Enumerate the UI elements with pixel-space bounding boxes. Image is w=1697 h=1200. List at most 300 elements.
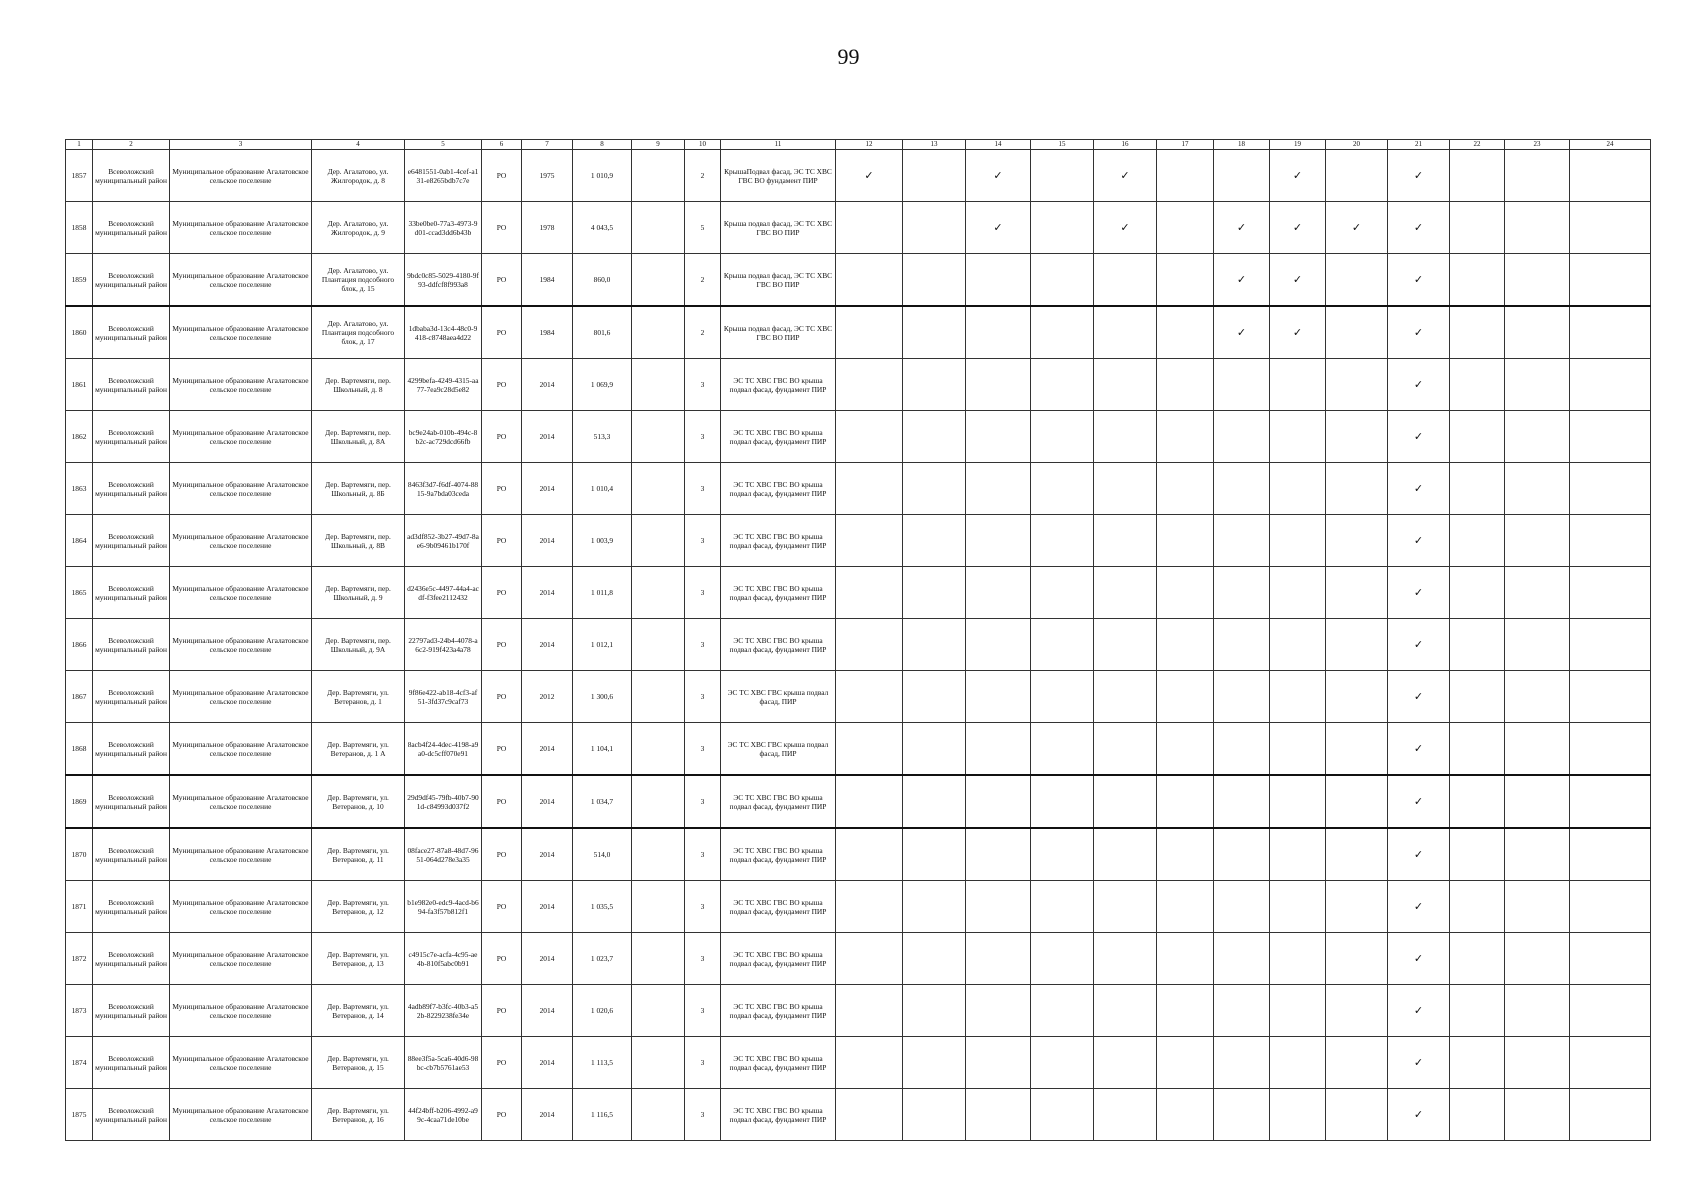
column-10-cell: 3	[685, 1037, 721, 1089]
column-number: 16	[1094, 140, 1157, 150]
work-column-12-cell	[836, 254, 903, 307]
work-column-12-cell	[836, 1089, 903, 1141]
work-column-18-cell	[1214, 150, 1270, 202]
year-cell: 2014	[522, 985, 573, 1037]
year-cell: 2012	[522, 671, 573, 723]
work-column-20-cell	[1326, 411, 1388, 463]
work-column-14-cell	[966, 306, 1031, 359]
address-cell: Дер. Вартемяги, ул. Ветеранов, д. 16	[312, 1089, 405, 1141]
column-10-cell: 3	[685, 881, 721, 933]
row-number: 1871	[66, 881, 93, 933]
year-cell: 2014	[522, 828, 573, 881]
municipality-cell: Муниципальное образование Агалатовское сельское поселение	[170, 359, 312, 411]
work-column-21-cell	[1388, 567, 1450, 619]
address-cell: Дер. Агалатово, ул. Жилгородок, д. 9	[312, 202, 405, 254]
column-number: 18	[1214, 140, 1270, 150]
type-cell: РО	[482, 671, 522, 723]
work-column-18-cell	[1214, 671, 1270, 723]
year-cell: 2014	[522, 515, 573, 567]
column-9-cell	[632, 359, 685, 411]
year-cell: 2014	[522, 463, 573, 515]
work-column-24-cell	[1570, 202, 1651, 254]
column-9-cell	[632, 254, 685, 307]
work-column-17-cell	[1157, 411, 1214, 463]
house-id-cell: bc9e24ab-010b-494c-8b2c-ac729dcd66fb	[405, 411, 482, 463]
check-mark-icon: ✓	[1236, 325, 1247, 339]
column-10-cell: 3	[685, 619, 721, 671]
work-column-19-cell	[1270, 985, 1326, 1037]
district-cell: Всеволожский муниципальный район	[93, 828, 170, 881]
work-column-16-cell	[1094, 881, 1157, 933]
work-column-17-cell	[1157, 202, 1214, 254]
work-column-16-cell	[1094, 254, 1157, 307]
check-mark-icon: ✓	[1351, 220, 1362, 234]
district-cell: Всеволожский муниципальный район	[93, 985, 170, 1037]
work-column-21-cell	[1388, 202, 1450, 254]
work-column-14-cell	[966, 150, 1031, 202]
column-number: 9	[632, 140, 685, 150]
district-cell: Всеволожский муниципальный район	[93, 254, 170, 307]
work-column-23-cell	[1505, 933, 1570, 985]
work-column-20-cell	[1326, 515, 1388, 567]
work-column-14-cell	[966, 411, 1031, 463]
year-cell: 2014	[522, 1037, 573, 1089]
work-column-23-cell	[1505, 619, 1570, 671]
work-column-24-cell	[1570, 463, 1651, 515]
district-cell: Всеволожский муниципальный район	[93, 306, 170, 359]
area-cell: 1 116,5	[573, 1089, 632, 1141]
work-column-17-cell	[1157, 567, 1214, 619]
work-column-23-cell	[1505, 881, 1570, 933]
year-cell: 2014	[522, 723, 573, 776]
works-cell: ЭС ТС ХВС ГВС ВО крыша подвал фасад, фундамент ПИР	[721, 1089, 836, 1141]
check-mark-icon: ✓	[1413, 272, 1424, 286]
work-column-18-cell	[1214, 567, 1270, 619]
table-row	[66, 881, 1651, 933]
work-column-19-cell	[1270, 775, 1326, 828]
column-10-cell: 3	[685, 933, 721, 985]
work-column-12-cell	[836, 985, 903, 1037]
work-column-24-cell	[1570, 985, 1651, 1037]
address-cell: Дер. Агалатово, ул. Плантация подсобного блок, д. 17	[312, 306, 405, 359]
municipality-cell: Муниципальное образование Агалатовское сельское поселение	[170, 775, 312, 828]
work-column-17-cell	[1157, 775, 1214, 828]
column-number: 19	[1270, 140, 1326, 150]
work-column-14-cell	[966, 775, 1031, 828]
work-column-20-cell	[1326, 567, 1388, 619]
address-cell: Дер. Вартемяги, ул. Ветеранов, д. 1 А	[312, 723, 405, 776]
works-cell: Крыша подвал фасад, ЭС ТС ХВС ГВС ВО ПИР	[721, 202, 836, 254]
work-column-21-cell	[1388, 775, 1450, 828]
work-column-24-cell	[1570, 881, 1651, 933]
year-cell: 1978	[522, 202, 573, 254]
year-cell: 2014	[522, 933, 573, 985]
row-number: 1868	[66, 723, 93, 776]
work-column-15-cell	[1031, 359, 1094, 411]
type-cell: РО	[482, 567, 522, 619]
check-mark-icon: ✓	[1120, 220, 1130, 234]
work-column-17-cell	[1157, 723, 1214, 776]
table-row	[66, 463, 1651, 515]
column-number: 17	[1157, 140, 1214, 150]
work-column-23-cell	[1505, 985, 1570, 1037]
work-column-15-cell	[1031, 1037, 1094, 1089]
work-column-20-cell	[1326, 1089, 1388, 1141]
type-cell: РО	[482, 881, 522, 933]
work-column-22-cell	[1450, 881, 1505, 933]
address-cell: Дер. Вартемяги, пер. Школьный, д. 8В	[312, 515, 405, 567]
row-number: 1870	[66, 828, 93, 881]
work-column-19-cell	[1270, 150, 1326, 202]
row-number: 1863	[66, 463, 93, 515]
work-column-14-cell	[966, 828, 1031, 881]
column-9-cell	[632, 933, 685, 985]
work-column-21-cell	[1388, 254, 1450, 307]
work-column-21-cell	[1388, 619, 1450, 671]
works-cell: ЭС ТС ХВС ГВС ВО крыша подвал фасад, фундамент ПИР	[721, 567, 836, 619]
work-column-22-cell	[1450, 306, 1505, 359]
address-cell: Дер. Вартемяги, ул. Ветеранов, д. 12	[312, 881, 405, 933]
column-10-cell: 3	[685, 463, 721, 515]
work-column-20-cell	[1326, 306, 1388, 359]
type-cell: РО	[482, 1089, 522, 1141]
work-column-15-cell	[1031, 515, 1094, 567]
check-mark-icon: ✓	[1292, 220, 1303, 234]
house-id-cell: 8acb4f24-4dec-4198-a9a0-dc5cff070e91	[405, 723, 482, 776]
work-column-22-cell	[1450, 359, 1505, 411]
work-column-20-cell	[1326, 359, 1388, 411]
area-cell: 1 034,7	[573, 775, 632, 828]
work-column-17-cell	[1157, 828, 1214, 881]
check-mark-icon: ✓	[1413, 533, 1424, 547]
type-cell: РО	[482, 723, 522, 776]
check-mark-icon: ✓	[1413, 951, 1424, 965]
column-number: 1	[66, 140, 93, 150]
table-row	[66, 306, 1651, 359]
work-column-14-cell	[966, 619, 1031, 671]
work-column-20-cell	[1326, 933, 1388, 985]
type-cell: РО	[482, 150, 522, 202]
column-number: 23	[1505, 140, 1570, 150]
type-cell: РО	[482, 202, 522, 254]
work-column-20-cell	[1326, 1037, 1388, 1089]
work-column-20-cell	[1326, 775, 1388, 828]
column-number: 5	[405, 140, 482, 150]
work-column-22-cell	[1450, 828, 1505, 881]
municipality-cell: Муниципальное образование Агалатовское сельское поселение	[170, 306, 312, 359]
work-column-23-cell	[1505, 515, 1570, 567]
work-column-13-cell	[903, 567, 966, 619]
column-10-cell: 2	[685, 306, 721, 359]
work-column-19-cell	[1270, 411, 1326, 463]
year-cell: 1984	[522, 254, 573, 307]
check-mark-icon: ✓	[1413, 741, 1424, 755]
work-column-24-cell	[1570, 306, 1651, 359]
column-number: 24	[1570, 140, 1651, 150]
house-id-cell: c4915c7e-acfa-4c95-ae4b-810f5abc0b91	[405, 933, 482, 985]
column-number: 10	[685, 140, 721, 150]
work-column-23-cell	[1505, 463, 1570, 515]
work-column-18-cell	[1214, 1037, 1270, 1089]
column-9-cell	[632, 1089, 685, 1141]
column-number: 6	[482, 140, 522, 150]
work-column-19-cell	[1270, 1037, 1326, 1089]
house-id-cell: 44f24bff-b206-4992-a99c-4caa71de10be	[405, 1089, 482, 1141]
work-column-13-cell	[903, 985, 966, 1037]
works-cell: ЭС ТС ХВС ГВС ВО крыша подвал фасад, фундамент ПИР	[721, 463, 836, 515]
district-cell: Всеволожский муниципальный район	[93, 723, 170, 776]
work-column-12-cell	[836, 463, 903, 515]
area-cell: 1 003,9	[573, 515, 632, 567]
work-column-12-cell	[836, 775, 903, 828]
work-column-21-cell	[1388, 411, 1450, 463]
work-column-20-cell	[1326, 671, 1388, 723]
column-number: 3	[170, 140, 312, 150]
works-cell: ЭС ТС ХВС ГВС ВО крыша подвал фасад, фундамент ПИР	[721, 1037, 836, 1089]
work-column-20-cell	[1326, 463, 1388, 515]
district-cell: Всеволожский муниципальный район	[93, 1037, 170, 1089]
work-column-21-cell	[1388, 828, 1450, 881]
work-column-23-cell	[1505, 1089, 1570, 1141]
work-column-22-cell	[1450, 619, 1505, 671]
column-10-cell: 3	[685, 985, 721, 1037]
municipality-cell: Муниципальное образование Агалатовское сельское поселение	[170, 671, 312, 723]
work-column-15-cell	[1031, 463, 1094, 515]
works-cell: ЭС ТС ХВС ГВС ВО крыша подвал фасад, фундамент ПИР	[721, 828, 836, 881]
column-10-cell: 3	[685, 828, 721, 881]
work-column-23-cell	[1505, 359, 1570, 411]
column-number: 20	[1326, 140, 1388, 150]
column-9-cell	[632, 202, 685, 254]
work-column-18-cell	[1214, 254, 1270, 307]
work-column-13-cell	[903, 463, 966, 515]
table-row	[66, 411, 1651, 463]
works-cell: ЭС ТС ХВС ГВС ВО крыша подвал фасад, фундамент ПИР	[721, 985, 836, 1037]
work-column-24-cell	[1570, 933, 1651, 985]
works-cell: КрышаПодвал фасад, ЭС ТС ХВС ГВС ВО фундамент ПИР	[721, 150, 836, 202]
column-9-cell	[632, 411, 685, 463]
work-column-24-cell	[1570, 359, 1651, 411]
type-cell: РО	[482, 359, 522, 411]
work-column-24-cell	[1570, 567, 1651, 619]
year-cell: 2014	[522, 775, 573, 828]
works-cell: ЭС ТС ХВС ГВС ВО крыша подвал фасад, фундамент ПИР	[721, 775, 836, 828]
area-cell: 1 300,6	[573, 671, 632, 723]
district-cell: Всеволожский муниципальный район	[93, 411, 170, 463]
check-mark-icon: ✓	[1413, 1003, 1424, 1017]
type-cell: РО	[482, 515, 522, 567]
work-column-14-cell	[966, 723, 1031, 776]
check-mark-icon: ✓	[1413, 377, 1424, 391]
table-row	[66, 1037, 1651, 1089]
check-mark-icon: ✓	[1413, 689, 1424, 703]
work-column-12-cell	[836, 202, 903, 254]
column-10-cell: 2	[685, 254, 721, 307]
work-column-19-cell	[1270, 567, 1326, 619]
column-10-cell: 3	[685, 567, 721, 619]
check-mark-icon: ✓	[1292, 168, 1303, 182]
work-column-23-cell	[1505, 411, 1570, 463]
row-number: 1860	[66, 306, 93, 359]
address-cell: Дер. Агалатово, ул. Жилгородок, д. 8	[312, 150, 405, 202]
work-column-19-cell	[1270, 306, 1326, 359]
works-cell: ЭС ТС ХВС ГВС ВО крыша подвал фасад, фундамент ПИР	[721, 359, 836, 411]
work-column-19-cell	[1270, 828, 1326, 881]
work-column-18-cell	[1214, 775, 1270, 828]
municipality-cell: Муниципальное образование Агалатовское сельское поселение	[170, 202, 312, 254]
work-column-19-cell	[1270, 881, 1326, 933]
work-column-18-cell	[1214, 515, 1270, 567]
work-column-13-cell	[903, 306, 966, 359]
work-column-18-cell	[1214, 985, 1270, 1037]
work-column-21-cell	[1388, 1089, 1450, 1141]
check-mark-icon: ✓	[1413, 847, 1424, 861]
work-column-13-cell	[903, 723, 966, 776]
check-mark-icon: ✓	[1292, 325, 1303, 339]
work-column-17-cell	[1157, 150, 1214, 202]
row-number: 1869	[66, 775, 93, 828]
work-column-14-cell	[966, 985, 1031, 1037]
work-column-17-cell	[1157, 881, 1214, 933]
work-column-24-cell	[1570, 515, 1651, 567]
work-column-17-cell	[1157, 254, 1214, 307]
type-cell: РО	[482, 985, 522, 1037]
work-column-19-cell	[1270, 359, 1326, 411]
work-column-20-cell	[1326, 723, 1388, 776]
address-cell: Дер. Вартемяги, ул. Ветеранов, д. 14	[312, 985, 405, 1037]
column-number-header	[66, 140, 1651, 150]
table-row	[66, 567, 1651, 619]
work-column-18-cell	[1214, 202, 1270, 254]
work-column-16-cell	[1094, 306, 1157, 359]
municipality-cell: Муниципальное образование Агалатовское сельское поселение	[170, 515, 312, 567]
row-number: 1867	[66, 671, 93, 723]
column-number: 12	[836, 140, 903, 150]
column-9-cell	[632, 985, 685, 1037]
address-cell: Дер. Вартемяги, ул. Ветеранов, д. 13	[312, 933, 405, 985]
work-column-17-cell	[1157, 306, 1214, 359]
work-column-12-cell	[836, 671, 903, 723]
work-column-12-cell	[836, 567, 903, 619]
column-10-cell: 3	[685, 411, 721, 463]
work-column-19-cell	[1270, 1089, 1326, 1141]
check-mark-icon: ✓	[1120, 168, 1130, 182]
municipality-cell: Муниципальное образование Агалатовское сельское поселение	[170, 828, 312, 881]
work-column-16-cell	[1094, 411, 1157, 463]
check-mark-icon: ✓	[1413, 899, 1424, 913]
column-9-cell	[632, 515, 685, 567]
row-number: 1866	[66, 619, 93, 671]
work-column-22-cell	[1450, 150, 1505, 202]
work-column-24-cell	[1570, 671, 1651, 723]
house-id-cell: e6481551-0ab1-4cef-a131-e8265bdb7c7e	[405, 150, 482, 202]
work-column-13-cell	[903, 411, 966, 463]
work-column-17-cell	[1157, 1089, 1214, 1141]
column-number: 4	[312, 140, 405, 150]
work-column-18-cell	[1214, 411, 1270, 463]
area-cell: 1 012,1	[573, 619, 632, 671]
work-column-16-cell	[1094, 723, 1157, 776]
district-cell: Всеволожский муниципальный район	[93, 775, 170, 828]
work-column-17-cell	[1157, 1037, 1214, 1089]
work-column-14-cell	[966, 933, 1031, 985]
work-column-15-cell	[1031, 202, 1094, 254]
work-column-20-cell	[1326, 881, 1388, 933]
work-column-19-cell	[1270, 723, 1326, 776]
area-cell: 1 113,5	[573, 1037, 632, 1089]
work-column-20-cell	[1326, 150, 1388, 202]
house-id-cell: 9f86e422-ab18-4cf3-af51-3fd37c9caf73	[405, 671, 482, 723]
house-id-cell: 88ee3f5a-5ca6-40d6-98bc-cb7b5761ae53	[405, 1037, 482, 1089]
work-column-21-cell	[1388, 359, 1450, 411]
work-column-19-cell	[1270, 254, 1326, 307]
works-cell: ЭС ТС ХВС ГВС ВО крыша подвал фасад, фундамент ПИР	[721, 411, 836, 463]
column-9-cell	[632, 1037, 685, 1089]
work-column-14-cell	[966, 881, 1031, 933]
work-column-13-cell	[903, 828, 966, 881]
work-column-16-cell	[1094, 775, 1157, 828]
works-cell: Крыша подвал фасад, ЭС ТС ХВС ГВС ВО ПИР	[721, 254, 836, 307]
address-cell: Дер. Вартемяги, ул. Ветеранов, д. 10	[312, 775, 405, 828]
area-cell: 1 011,8	[573, 567, 632, 619]
column-10-cell: 5	[685, 202, 721, 254]
work-column-24-cell	[1570, 619, 1651, 671]
work-column-14-cell	[966, 202, 1031, 254]
work-column-18-cell	[1214, 1089, 1270, 1141]
work-column-13-cell	[903, 619, 966, 671]
row-number: 1857	[66, 150, 93, 202]
work-column-12-cell	[836, 828, 903, 881]
work-column-16-cell	[1094, 202, 1157, 254]
work-column-17-cell	[1157, 463, 1214, 515]
check-mark-icon: ✓	[993, 220, 1003, 234]
work-column-18-cell	[1214, 359, 1270, 411]
work-column-12-cell	[836, 619, 903, 671]
column-9-cell	[632, 619, 685, 671]
column-number: 2	[93, 140, 170, 150]
area-cell: 4 043,5	[573, 202, 632, 254]
work-column-24-cell	[1570, 1089, 1651, 1141]
type-cell: РО	[482, 306, 522, 359]
work-column-19-cell	[1270, 463, 1326, 515]
check-mark-icon: ✓	[993, 168, 1003, 182]
table-row	[66, 775, 1651, 828]
house-id-cell: ad3df852-3b27-49d7-8ae6-9b09461b170f	[405, 515, 482, 567]
work-column-24-cell	[1570, 1037, 1651, 1089]
type-cell: РО	[482, 463, 522, 515]
work-column-14-cell	[966, 515, 1031, 567]
municipality-cell: Муниципальное образование Агалатовское сельское поселение	[170, 619, 312, 671]
work-column-13-cell	[903, 1037, 966, 1089]
check-mark-icon: ✓	[1413, 1055, 1424, 1069]
check-mark-icon: ✓	[1413, 794, 1424, 808]
work-column-15-cell	[1031, 933, 1094, 985]
work-column-22-cell	[1450, 567, 1505, 619]
house-id-cell: 4299befa-4249-4315-aa77-7ea9c28d5e82	[405, 359, 482, 411]
year-cell: 1984	[522, 306, 573, 359]
check-mark-icon: ✓	[1413, 325, 1424, 339]
table-row	[66, 671, 1651, 723]
work-column-16-cell	[1094, 671, 1157, 723]
municipality-cell: Муниципальное образование Агалатовское сельское поселение	[170, 150, 312, 202]
work-column-23-cell	[1505, 1037, 1570, 1089]
check-mark-icon: ✓	[1236, 220, 1247, 234]
house-id-cell: 4adb89f7-b3fc-40b3-a52b-8229238fe34e	[405, 985, 482, 1037]
work-column-21-cell	[1388, 463, 1450, 515]
work-column-23-cell	[1505, 202, 1570, 254]
area-cell: 801,6	[573, 306, 632, 359]
district-cell: Всеволожский муниципальный район	[93, 619, 170, 671]
